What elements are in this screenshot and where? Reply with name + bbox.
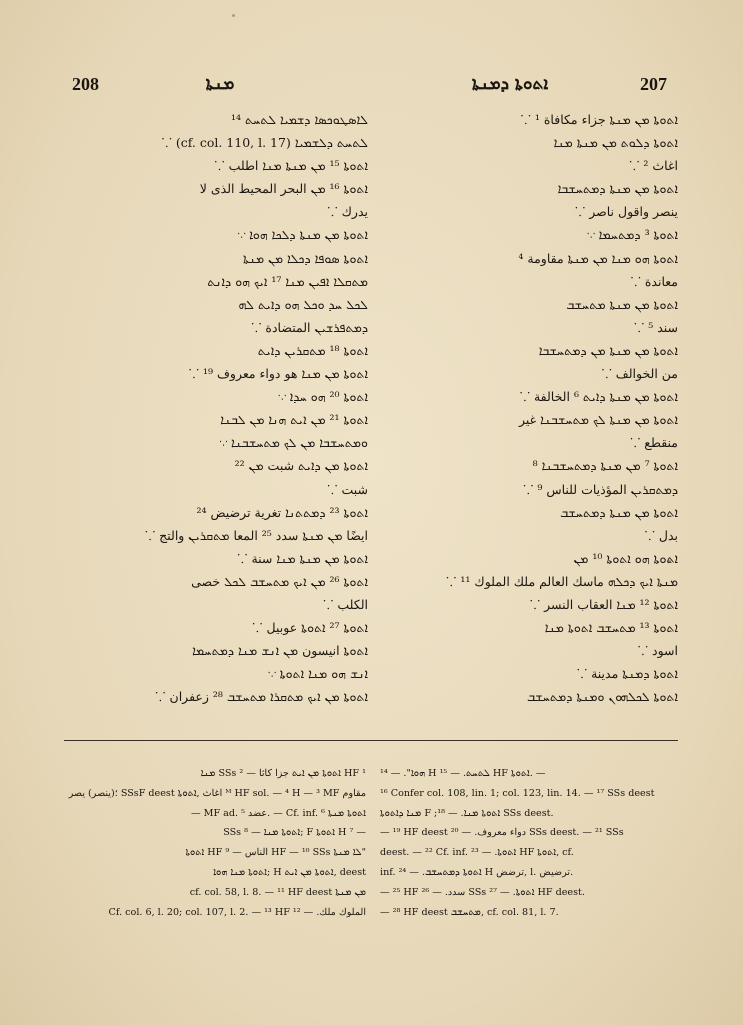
text-line: يدرك ⸪ [327, 204, 368, 220]
text-line: ܐܬܘܬܐ ܡܢ ܡܢܬܐ ܡܢ ܕܡܬܚܫܒܐ [538, 342, 678, 358]
text-line: ܐܬܘܬܐ ܡܢ ܕܐܝܬ شبت ܡܢ ²² [234, 458, 368, 474]
footnote-line: مقاوم ᴹ HF sol. — ⁴ H — ³ MF اغاث ,ܐܬܘܬܐ SSsF deest ؛(ينصر) يصر [68, 787, 366, 799]
text-line: ܠܬܚܬ ܕܠܫܡܝܐ (cf. col. 110, l. 17) ⸪ [161, 135, 368, 151]
footnote-line: ¹⁶ Confer col. 108, lin. 1; col. 123, lin. 14. — ¹⁷ SSs deest [380, 787, 655, 799]
footnote-line: — ²⁵ HF سدد. — ²⁶ SSs ܐܬܘܬܐ. — ²⁷ HF deest. [380, 886, 585, 898]
text-line: ܠܐܣܛܘܟܣܐ ܕܫܡܝܐ ܠܬܚܬ ¹⁴ [230, 112, 368, 127]
text-line: ܐܬܘܬܐ ܕܡܢܬܐ مدينة ⸪ [576, 666, 678, 682]
text-line: ܐܬܘܬܐ ܡܢ ܡܢܬܐ ܕܡܬܚܫܒܐ [557, 181, 678, 197]
text-line: ܐܬܘܬܐ ܗܘ ܡܢܐ ܡܢ ܡܢܬܐ مقاومة ⁴ [518, 250, 678, 266]
text-line: ܠܟܠ ܚܕ ܘܟܠ ܗܘ ܕܐܝܬ ܠܗ [238, 296, 368, 312]
text-line: ܐܬܘܬܐ ²⁶ ܡܢ ܐܝܟ ܡܬܚܫܒ ܠܟܠ خصى [191, 573, 368, 589]
footnote-line: ¹ HF ܐܬܘܬܐ ܡܢ ܐܝܬ جزا كاثا — ² SSs ܡܢܐ [200, 768, 366, 779]
text-line: ܐܬܘܬܐ ¹⁸ ܡܬܩܪܝܢ ܕܐܝܬ [257, 342, 368, 358]
text-line: ܐܬܘܬܐ انيسون ܡܢ ܐܢܫ ܡܢܐ ܕܡܬܚܡܐ [192, 643, 368, 659]
right-running-head: ܐܬܘܬܐ ܕܡܢܬܐ [471, 74, 549, 94]
text-line: ܡܬܩܠܐ ܐܦܝܢ ܡܢܐ ¹⁷ ܐܝܟ ܗܘ ܕܐܢܬ [207, 273, 368, 289]
footnote-line: — ⁷ H ܐܬܘܬܐ F ;ܐܬܘܬܐ ܡܢܐ — ⁸ SSs [223, 827, 366, 839]
footnote-rule [64, 740, 678, 741]
text-line: ܐܬܘܬܐ ܡܢ ܡܢܬܐ ܡܢܐ سنة ⸪ [237, 550, 368, 566]
text-line: ܐܬܘܬܐ ¹⁶ ܡܢ البحر المحيط الذى لا [199, 181, 368, 197]
text-line: ܐܬܘܬܐ ²³ ܕܡܬܬܢܐ تغرية ترضيض ²⁴ [196, 504, 368, 520]
text-line: ܐܬܘܬܐ ܣܘܦܐ ܕܟܠܐ ܡܢ ܡܢܬܐ [243, 250, 368, 266]
left-column [68, 108, 368, 708]
text-line: ܐܬܘܬܐ ³ ܕܡܬܚܡܐ ⸪ [586, 227, 678, 243]
text-line: ܐܬܘܬܐ ²⁷ ܐܬܘܬܐ عوبيل ⸪ [252, 620, 368, 636]
text-line: ܐܬܘܬܐ ܕܠܘܬ ܡܢ ܡܢܬܐ ܡܢܐ [553, 135, 678, 151]
left-footnotes [66, 764, 366, 922]
text-line: ܐܬܘܬܐ ܡܢ ܡܢܬܐ ܕܐܝܬ ⁶ الخالفة ⸪ [519, 389, 678, 405]
footnote-line: — ²⁸ HF deest ܡܬܚܫܒ, cf. col. 81, l. 7. [380, 906, 559, 918]
text-line: ܘܡܬܚܫܒܐ ܡܢ ܠܟ ܡܬܚܫܒܢܐ ⸪ [219, 435, 368, 451]
footnote-line: الملوك ملك. — ¹² Cf. col. 6, l. 20; col. 107, l. 2. — ¹³ HF [108, 906, 366, 918]
footnote-line: ܡܢܐ ܕܐܬܘܬܐ F ;ܐܬܘܬܐ ܡܢܐ. — ¹⁸ SSs deest. [380, 807, 554, 819]
text-line: ܐܬܘܬܐ ܡܢ ܡܢܐ هو دواء معروف ¹⁹ ⸪ [188, 366, 368, 382]
paper-speck [232, 14, 235, 17]
footnote-line: — ¹⁹ HF deest دواء معروف. — ²⁰ SSs deest. — ²¹ SSs [380, 827, 624, 839]
text-line: ܐܬܘܬܐ ²⁰ ܗܘ ܚܕܐ ⸪ [277, 389, 368, 405]
footnote-line: ܡܢ ܡܢܬܐ cf. col. 58, l. 8. — ¹¹ HF deest [189, 886, 366, 898]
text-line: بدل ⸪ [644, 527, 678, 543]
text-line: ܐܬܘܬܐ ܡܢ ܡܢܬܐ ܡܬܚܫܒ [566, 296, 678, 312]
footnote-line: deest ,ܐܬܘܬܐ ܡܢ ܐܝܬ H ;ܐܬܘܬܐ ܡܢܐ ܗܘܐ [213, 866, 366, 878]
right-footnotes [380, 764, 676, 922]
text-line: ينصر واقول ناصر ⸪ [575, 204, 678, 220]
left-running-head: ܡܢܬܐ [205, 74, 235, 94]
right-column [384, 108, 678, 708]
text-line: من الخوالف ⸪ [601, 366, 678, 382]
text-line: ܐܬܘܬܐ ²¹ ܡܢ ܐܝܬ ܗܢܐ ܡܢ ܠܒܢܐ [220, 412, 368, 428]
text-line: ܐܬܘܬܐ ܡܢ ܡܢܬܐ ܕܡܬܚܫܒ [560, 504, 678, 520]
text-line: ܐܢܫ ܗܘ ܡܢܐ ܐܬܘܬܐ ⸪ [267, 666, 368, 682]
text-line: ܐܬܘܬܐ ⁷ ܡܢ ܡܢܬܐ ܕܡܬܚܫܒܢܐ ⁸ [532, 458, 678, 474]
text-line: منقطع ⸪ [630, 435, 678, 451]
footnote-line: deest. — ²² Cf. inf. ܐܬܘܬܐ. — ²³ HF ܐܬܘܬܐ, cf. [380, 847, 574, 859]
text-line: ܕܡܬܩܪܝܢ المؤذيات للناس ⁹ ⸪ [523, 481, 678, 497]
footnote-line: ܗܘܐ". — ¹⁴ H ܠܬܚܬ. — ¹⁵ HF ܐܬܘܬܐ. — [380, 768, 546, 779]
footnote-line: inf. ܐܬܘܬܐ ܕܡܬܚܫܒ. — ²⁴ H ترضض, l. ترضيض. [380, 866, 574, 878]
footnote-line: ܐܬܘܬܐ ܡܢܬܐ Cf. inf. ⁶ — .عضد MF ad. ⁵ — [190, 807, 366, 819]
text-line: سند ⁵ ⸪ [633, 319, 678, 335]
text-line: ܐܬܘܬܐ ¹³ ܡܬܚܫܒ ܐܬܘܬܐ ܡܢܐ [544, 620, 678, 636]
text-line: ܐܬܘܬܐ ܗܘ ܐܬܘܬܐ ¹⁰ ܡܢ [573, 550, 678, 566]
text-line: ܡܢܬܐ ܐܝܟ ܕܟܠܗ ماسك العالم ملك الملوك ¹¹ ⸪ [446, 573, 678, 589]
text-line: اسود ⸪ [637, 643, 678, 659]
text-line: الكلب ⸪ [323, 596, 368, 612]
text-line: ܐܬܘܬܐ ¹⁵ ܡܢ ܡܢܬܐ ܡܢܐ اطلب ⸪ [214, 158, 368, 174]
right-page-number: 207 [640, 74, 667, 94]
text-line: ܐܬܘܬܐ ܡܢ ܡܢܬܐ ܠܟ ܡܬܚܫܒܢܐ غير [519, 412, 678, 428]
text-line: ܐܬܘܬܐ ܡܢ ܐܝܟ ܡܬܩܪܐ ܡܬܚܫܒ ²⁸ زعفران ⸪ [155, 689, 368, 705]
text-line: ܐܬܘܬܐ ܠܟܠܗܘܢ ܘܡܢܬܐ ܕܡܬܚܫܒ [526, 689, 678, 705]
text-line: اغاث ² ⸪ [629, 158, 678, 174]
footnote-line: "ܠܐ ܡܢܬܐ HF — ¹⁰ SSs الناس — ⁹ HF ܐܬܘܬܐ [185, 847, 366, 859]
text-line: ܐܬܘܬܐ ܡܢ ܡܢܬܐ جزاء مكافاة ¹ ⸪ [520, 112, 678, 127]
text-line: شبت ⸪ [327, 481, 368, 497]
left-page-number: 208 [72, 74, 99, 94]
text-line: معاندة ⸪ [630, 273, 678, 289]
text-line: ܐܬܘܬܐ ¹² ܡܢܐ العقاب النسر ⸪ [529, 596, 678, 612]
text-line: ܐܬܘܬܐ ܡܢ ܡܢܬܐ ܕܠܟܐ ܗܘܐ ⸪ [237, 227, 368, 243]
text-line: ايضًا ܡܢ ܡܢܬܐ سدد ²⁵ المعا ܡܬܩܪܝܢ والتج ⸪ [144, 527, 368, 543]
text-line: ܕܡܬܦܪܫܝܢ المتضادة ⸪ [251, 319, 368, 335]
